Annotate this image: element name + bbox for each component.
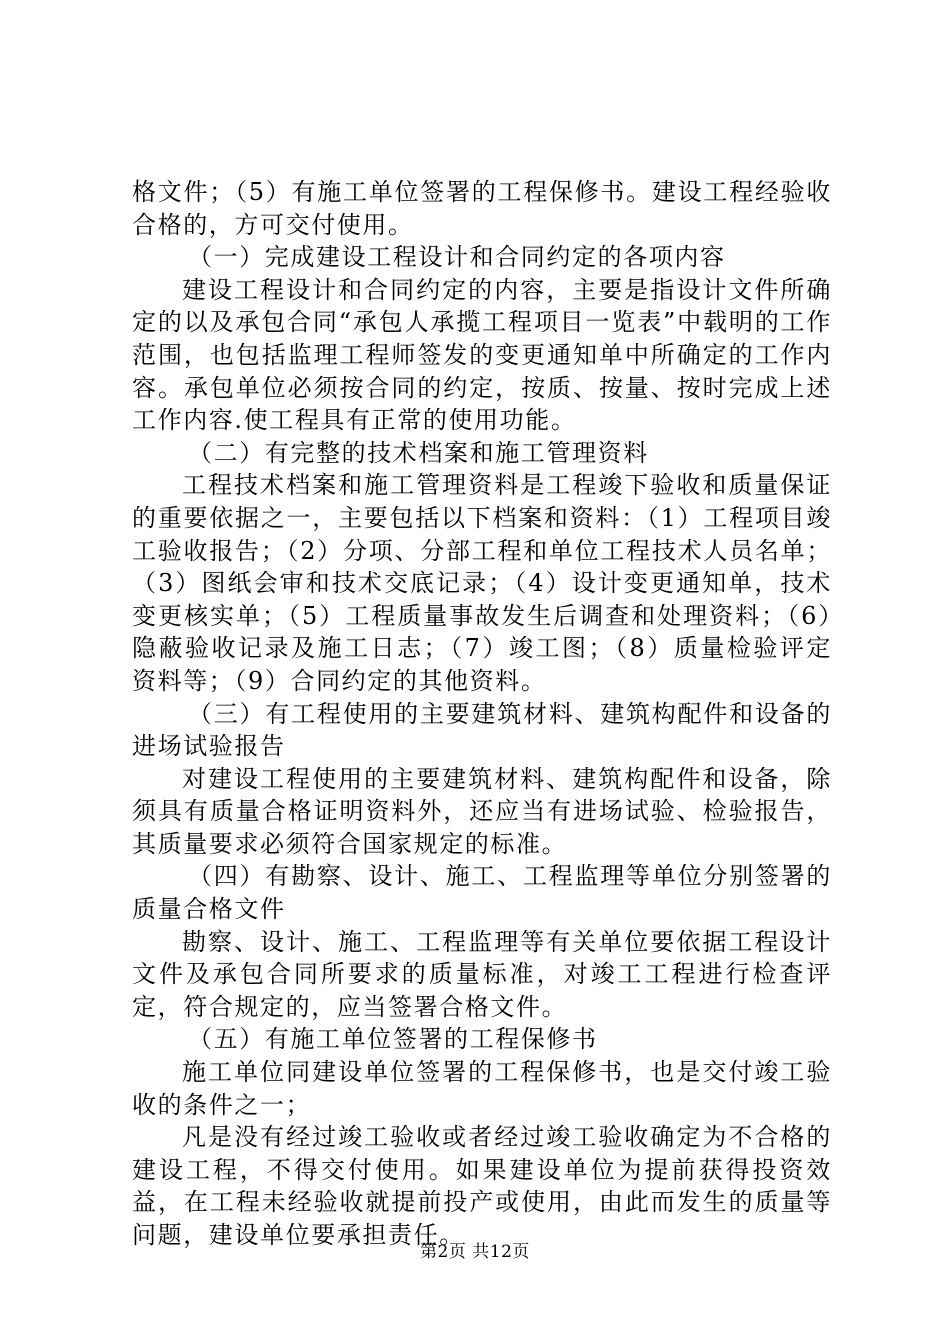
section-heading-4: （四）有勘察、设计、施工、工程监理等单位分别签署的质量合格文件	[132, 862, 832, 924]
document-body	[132, 176, 832, 1252]
paragraph: 施工单位同建设单位签署的工程保修书，也是交付竣工验收的条件之一；	[132, 1058, 832, 1119]
section-heading-1: （一）完成建设工程设计和合同约定的各项内容	[188, 243, 726, 272]
section-heading-2: （二）有完整的技术档案和施工管理资料	[188, 438, 649, 467]
page-number-footer: 第2页 共12页	[420, 1242, 530, 1262]
paragraph: 对建设工程使用的主要建筑材料、建筑构配件和设备，除须具有质量合格证明资料外，还应当有进场试验、检验报告，其质量要求必须符合国家规定的标准。	[132, 764, 832, 858]
paragraph: 工程技术档案和施工管理资料是工程竣下验收和质量保证的重要依据之一，主要包括以下档案和资料：（1）工程项目竣工验收报告；（2）分项、分部工程和单位工程技术人员名单；（3）图纸会审和技术交底记录；（4）设计变更通知单，技术变更核实单；（5）工程质量事故发生后调查和处理资料；（6）隐蔽验收记录及施工日志；（7）竣工图；（8）质量检验评定资料等；（9）合同约定的其他资料。	[132, 471, 832, 695]
section-heading-3: （三）有工程使用的主要建筑材料、建筑构配件和设备的进场试验报告	[132, 699, 832, 761]
paragraph: 凡是没有经过竣工验收或者经过竣工验收确定为不合格的建设工程，不得交付使用。如果建设单位为提前获得投资效益，在工程未经验收就提前投产或使用，由此而发生的质量等问题，建设单位要承担责任。	[132, 1123, 832, 1249]
section-heading-5: （五）有施工单位签署的工程保修书	[188, 1025, 598, 1054]
paragraph: 建设工程设计和合同约定的内容，主要是指设计文件所确定的以及承包合同“承包人承揽工程项目一览表”中载明的工作范围，也包括监理工程师签发的变更通知单中所确定的工作内容。承包单位必须按合同的约定，按质、按量、按时完成上述工作内容.使工程具有正常的使用功能。	[132, 275, 832, 435]
paragraph: 勘察、设计、施工、工程监理等有关单位要依据工程设计文件及承包合同所要求的质量标准，对竣工工程进行检查评定，符合规定的，应当签署合格文件。	[132, 927, 832, 1021]
paragraph-continuation: 格文件；（5）有施工单位签署的工程保修书。建设工程经验收合格的，方可交付使用。	[132, 178, 832, 239]
